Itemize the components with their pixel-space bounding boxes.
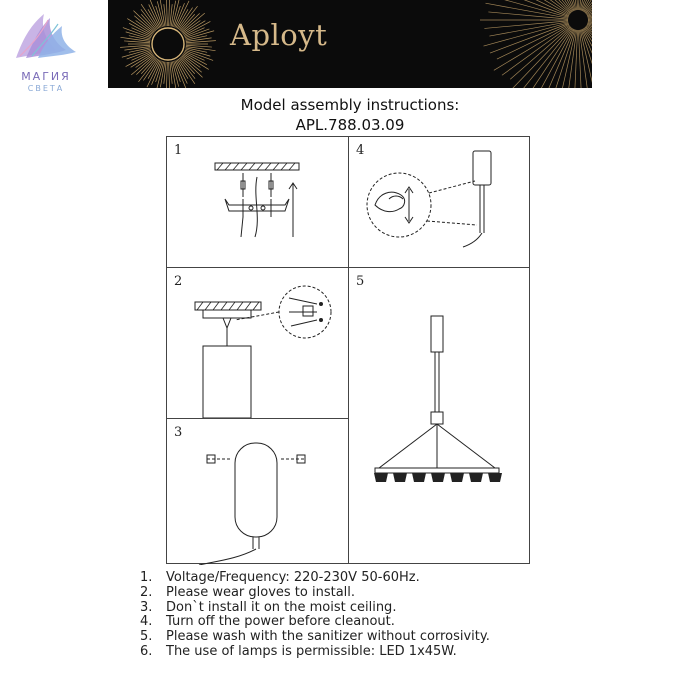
assembly-steps-grid <box>166 136 530 564</box>
note-number: 3. <box>140 599 153 615</box>
logo-subword: СВЕТА <box>27 84 65 93</box>
brand-name: Aployt <box>230 18 328 52</box>
note-item <box>140 571 490 586</box>
note-item <box>140 645 490 660</box>
step-number: 2 <box>174 274 183 289</box>
notes-list <box>140 571 490 660</box>
shade-fixing-diagram <box>167 419 350 565</box>
model-number: APL.788.03.09 <box>295 116 405 134</box>
instructions-title: Model assembly instructions: <box>240 96 460 114</box>
note-item <box>140 586 490 601</box>
lamp-shade-icon <box>412 473 426 482</box>
note-item <box>140 601 490 616</box>
magia-sveta-logo <box>4 6 88 96</box>
note-item <box>140 630 490 645</box>
note-number: 6. <box>140 643 153 659</box>
step-5-panel <box>348 267 530 564</box>
note-text: Please wash with the sanitizer without corrosivity. <box>166 629 490 645</box>
sunburst-decoration-icon <box>108 0 592 88</box>
mounting-bracket-diagram <box>167 137 350 269</box>
note-text: Turn off the power before cleanout. <box>166 614 395 630</box>
lamp-shade-icon <box>374 473 388 482</box>
step-3-panel <box>166 418 349 564</box>
wire-connection-diagram <box>167 268 350 420</box>
lamp-shade-icon <box>488 473 502 482</box>
step-1-panel <box>166 136 349 268</box>
assembled-chandelier-diagram <box>349 268 531 565</box>
note-number: 4. <box>140 614 153 630</box>
step-number: 5 <box>356 274 365 289</box>
lamp-shade-icon <box>393 473 407 482</box>
lamp-shade-icon <box>431 473 445 482</box>
lamp-shade-icon <box>450 473 464 482</box>
step-number: 1 <box>174 143 183 158</box>
note-text: Don`t install it on the moist ceiling. <box>166 599 397 615</box>
note-text: The use of lamps is permissible: LED 1x45W. <box>166 643 457 659</box>
brand-banner <box>108 0 592 88</box>
step-number: 4 <box>356 143 365 158</box>
canopy-adjust-diagram <box>349 137 531 269</box>
note-number: 2. <box>140 584 153 600</box>
step-number: 3 <box>174 425 183 440</box>
note-number: 5. <box>140 629 153 645</box>
note-number: 1. <box>140 570 153 585</box>
note-text: Please wear gloves to install. <box>166 584 356 600</box>
note-text: Voltage/Frequency: 220-230V 50-60Hz. <box>166 570 420 585</box>
step-2-panel <box>166 267 349 419</box>
step-4-panel <box>348 136 530 268</box>
note-item <box>140 615 490 630</box>
waves-logo-icon <box>10 6 82 66</box>
lamp-shade-icon <box>469 473 483 482</box>
logo-word: МАГИЯ <box>21 70 71 83</box>
